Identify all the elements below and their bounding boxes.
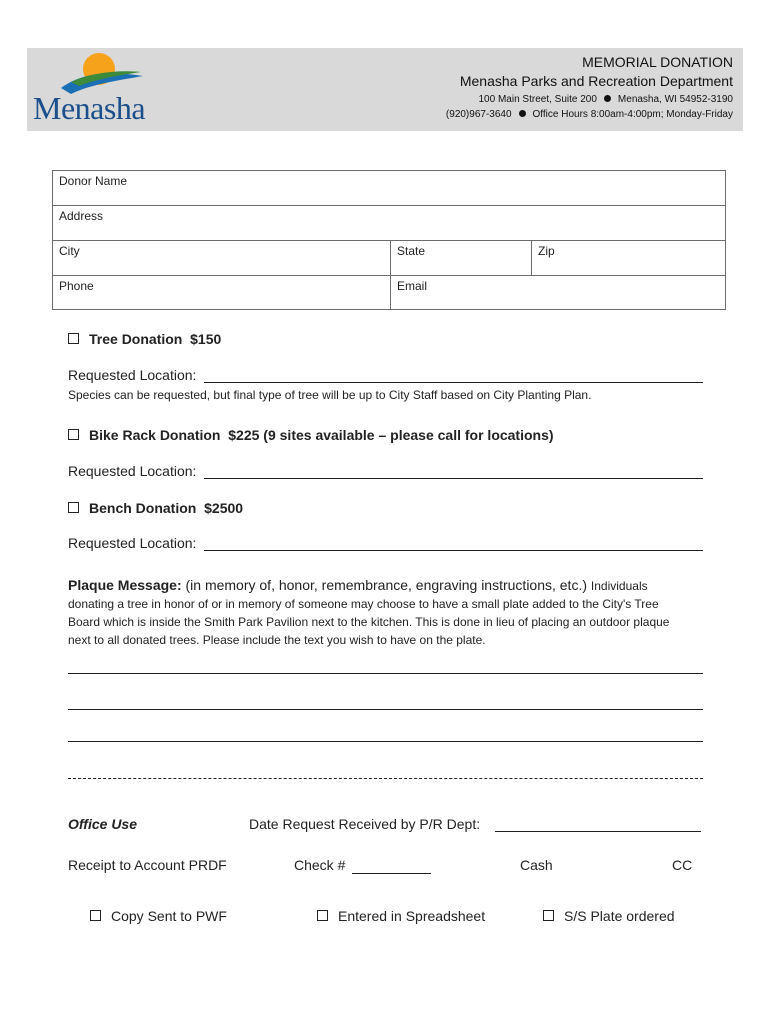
plaque-description-line: next to all donated trees. Please include the text you wish to have on the plate.: [68, 633, 486, 647]
plaque-line-3[interactable]: [68, 741, 703, 742]
address-field[interactable]: Address: [59, 209, 104, 223]
tree-donation-label: Tree Donation: [89, 331, 183, 347]
checkbox-icon[interactable]: [317, 910, 328, 921]
entered-spreadsheet-option[interactable]: [317, 908, 485, 924]
check-number-label: Check #: [294, 857, 346, 873]
bench-option[interactable]: [68, 500, 243, 516]
bench-label: Bench Donation: [89, 500, 197, 516]
tree-species-note: Species can be requested, but final type of tree will be up to City Staff based on City Planting Plan.: [68, 388, 592, 402]
department-address: [479, 94, 734, 105]
plaque-description-line: donating a tree in honor of or in memory of someone may choose to have a small plate added to the City's Tree: [68, 597, 659, 611]
bike-rack-label: Bike Rack Donation: [89, 427, 221, 443]
plate-ordered-label: S/S Plate ordered: [564, 908, 675, 924]
office-hours: Office Hours 8:00am-4:00pm; Monday-Friday: [532, 109, 733, 120]
bike-location-line[interactable]: [204, 478, 703, 479]
zip-field[interactable]: Zip: [531, 241, 725, 275]
bullet-icon: [604, 95, 611, 102]
department-name: Menasha Parks and Recreation Department: [459, 73, 733, 89]
plaque-instructions: (in memory of, honor, remembrance, engraving instructions, etc.): [185, 577, 588, 593]
tree-location-label: Requested Location:: [68, 367, 197, 383]
tree-donation-price: $150: [190, 331, 222, 347]
check-number-line[interactable]: [352, 873, 431, 874]
email-field[interactable]: Email: [390, 276, 725, 309]
department-contact: [446, 109, 733, 120]
phone-field[interactable]: Phone: [59, 279, 94, 293]
date-received-label: Date Request Received by P/R Dept:: [249, 816, 481, 832]
checkbox-icon[interactable]: [90, 910, 101, 921]
checkbox-icon[interactable]: [543, 910, 554, 921]
donor-info-table: [52, 170, 726, 310]
plaque-description: [68, 595, 708, 649]
address-row: [53, 206, 725, 241]
receipt-label: Receipt to Account PRDF: [68, 857, 227, 873]
office-use-title: Office Use: [68, 816, 137, 832]
logo-wordmark: Menasha: [33, 90, 146, 126]
city-field[interactable]: City: [59, 244, 80, 258]
department-phone: (920)967-3640: [445, 109, 512, 120]
plaque-line-2[interactable]: [68, 709, 703, 710]
date-received-line[interactable]: [495, 831, 701, 832]
state-field[interactable]: State: [390, 241, 531, 275]
menasha-logo: [31, 50, 151, 128]
bench-location-line[interactable]: [204, 550, 703, 551]
checkbox-icon[interactable]: [68, 429, 79, 440]
copy-sent-label: Copy Sent to PWF: [111, 908, 227, 924]
tree-donation-option[interactable]: [68, 331, 221, 347]
plaque-line-1[interactable]: [68, 673, 703, 674]
plaque-line-4[interactable]: [68, 778, 703, 779]
plaque-label: Plaque Message:: [68, 577, 182, 593]
address-city: Menasha, WI 54952-3190: [617, 94, 733, 105]
bike-location-label: Requested Location:: [68, 463, 197, 479]
plaque-heading: [68, 577, 708, 593]
bench-location-label: Requested Location:: [68, 535, 197, 551]
bullet-icon: [519, 110, 526, 117]
bench-price: $2500: [204, 500, 244, 516]
city-row: [53, 241, 725, 276]
cash-label: Cash: [520, 857, 553, 873]
cc-label: CC: [672, 857, 693, 873]
tree-location-line[interactable]: [204, 382, 703, 383]
phone-row: [53, 276, 725, 309]
donor-name-field[interactable]: Donor Name: [59, 174, 128, 188]
letterhead: [27, 48, 743, 131]
checkbox-icon[interactable]: [68, 502, 79, 513]
plaque-description-line: Board which is inside the Smith Park Pavilion next to the kitchen. This is done in lieu of placing an outdoor plaque: [68, 615, 670, 629]
copy-sent-option[interactable]: [90, 908, 227, 924]
bike-rack-price: $225 (9 sites available – please call for locations): [228, 427, 554, 443]
plaque-lead: Individuals: [590, 579, 648, 593]
address-street: 100 Main Street, Suite 200: [478, 94, 597, 105]
checkbox-icon[interactable]: [68, 333, 79, 344]
bike-rack-option[interactable]: [68, 427, 554, 443]
plate-ordered-option[interactable]: [543, 908, 675, 924]
donor-name-row: [53, 171, 725, 206]
entered-spreadsheet-label: Entered in Spreadsheet: [338, 908, 486, 924]
form-title: MEMORIAL DONATION: [582, 54, 733, 70]
